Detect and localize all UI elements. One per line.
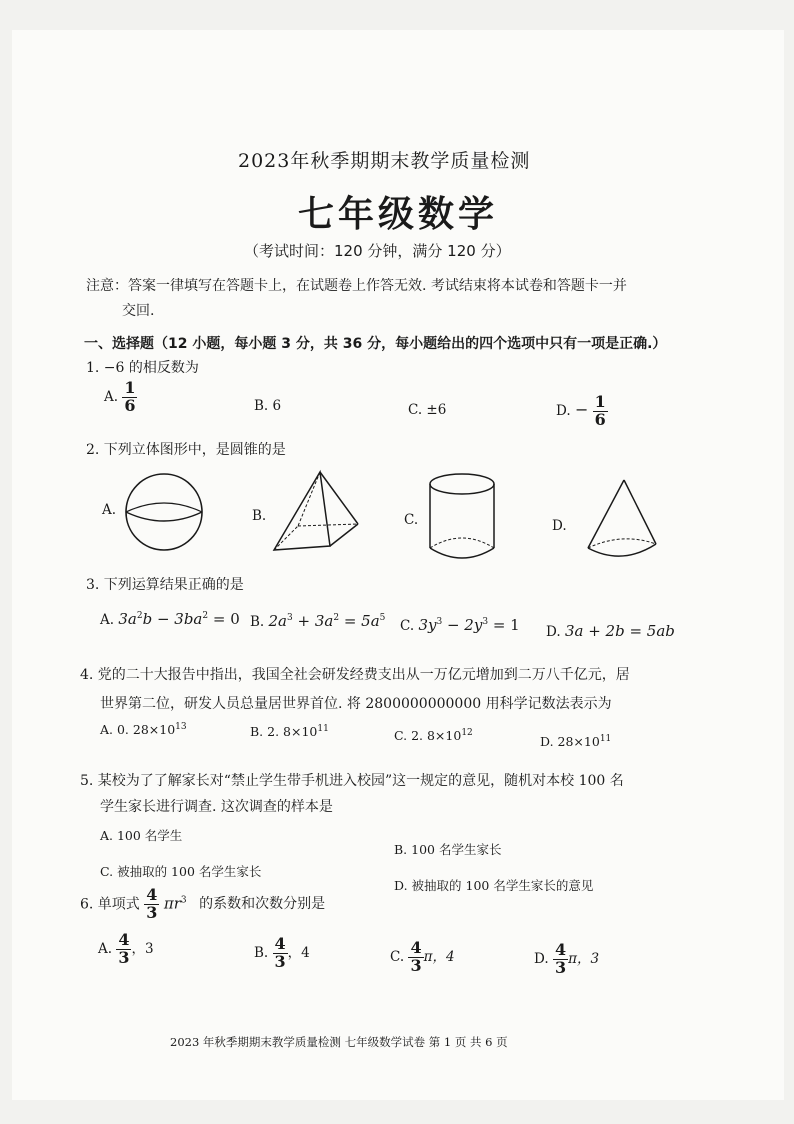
q2-label-c: C. — [404, 512, 419, 528]
section-heading: 一、选择题（12 小题，每小题 3 分，共 36 分，每小题给出的四个选项中只有一项是正确.） — [84, 336, 667, 352]
q3-stem: 3. 下列运算结果正确的是 — [86, 577, 244, 593]
q3-option-d: D. 3a + 2b = 5ab — [546, 622, 675, 640]
q6-option-b: B. $\frac{4}{3}$ ，4 — [254, 934, 310, 971]
q1-option-b: B. 6 — [254, 398, 282, 414]
notice-line-2: 交回. — [122, 303, 155, 319]
q2-label-d: D. — [552, 518, 567, 534]
sphere-icon — [118, 468, 210, 556]
q4-option-d: D. $28\times 10^{11}$ — [540, 734, 612, 750]
q1-stem: 1. −6 的相反数为 — [86, 360, 199, 376]
exam-title: 2023年秋季期期末教学质量检测 — [238, 150, 531, 172]
q6-option-d: D. $\frac{4}{3}$ π，3 — [534, 940, 600, 977]
q4-option-b: B. 2. $8\times 10^{11}$ — [250, 724, 329, 740]
q2-label-a: A. — [102, 502, 117, 518]
q6-option-c: C. $\frac{4}{3}$ π，4 — [390, 938, 455, 975]
q2-label-b: B. — [252, 508, 267, 524]
q5-option-b: B. 100 名学生家长 — [394, 842, 502, 857]
q6-option-a: A. $\frac{4}{3}$ ，3 — [98, 930, 154, 967]
q5-line-1: 5. 某校为了了解家长对“禁止学生带手机进入校园”这一规定的意见，随机对本校 100 名 — [80, 773, 624, 789]
pyramid-icon — [268, 468, 364, 554]
time-note: （考试时间：120 分钟，满分 120 分） — [244, 242, 511, 260]
cone-icon — [582, 476, 662, 568]
q4-line-2: 世界第二位，研发人员总量居世界首位. 将 2800000000000 用科学记数法表示为 — [100, 696, 612, 712]
q1-option-a: A. $\frac{1}{6}$ — [104, 378, 136, 415]
q4-option-c: C. 2. $8\times 10^{12}$ — [394, 728, 473, 744]
q6-stem: 6. 单项式 $\frac{4}{3}$ $\pi r^3$ 的系数和次数分别是 — [80, 885, 326, 922]
notice-line-1: 注意：答案一律填写在答题卡上，在试题卷上作答无效. 考试结束将本试卷和答题卡一并 — [86, 278, 627, 294]
q4-line-1: 4. 党的二十大报告中指出，我国全社会研发经费支出从一万亿元增加到二万八千亿元，居 — [80, 667, 630, 683]
q3-option-a: A. $3a^2b - 3ba^2 = 0$ — [100, 610, 240, 628]
q1-option-d: D. − $\frac{1}{6}$ — [556, 392, 606, 429]
q2-stem: 2. 下列立体图形中，是圆锥的是 — [86, 442, 286, 458]
q5-option-c: C. 被抽取的 100 名学生家长 — [100, 864, 262, 879]
q5-option-d: D. 被抽取的 100 名学生家长的意见 — [394, 878, 594, 893]
q3-option-b: B. $2a^3 + 3a^2 = 5a^5$ — [250, 612, 386, 630]
q4-option-a: A. 0. $28\times 10^{13}$ — [100, 722, 187, 738]
subject-title: 七年级数学 — [298, 194, 499, 235]
q5-option-a: A. 100 名学生 — [100, 828, 183, 843]
page-footer: 2023 年秋季期期末教学质量检测 七年级数学试卷 第 1 页 共 6 页 — [170, 1035, 508, 1049]
q3-option-c: C. $3y^3 - 2y^3 = 1$ — [400, 616, 520, 634]
q5-line-2: 学生家长进行调查. 这次调查的样本是 — [100, 799, 333, 815]
cylinder-icon — [424, 470, 500, 562]
q1-option-c: C. ±6 — [408, 402, 447, 418]
